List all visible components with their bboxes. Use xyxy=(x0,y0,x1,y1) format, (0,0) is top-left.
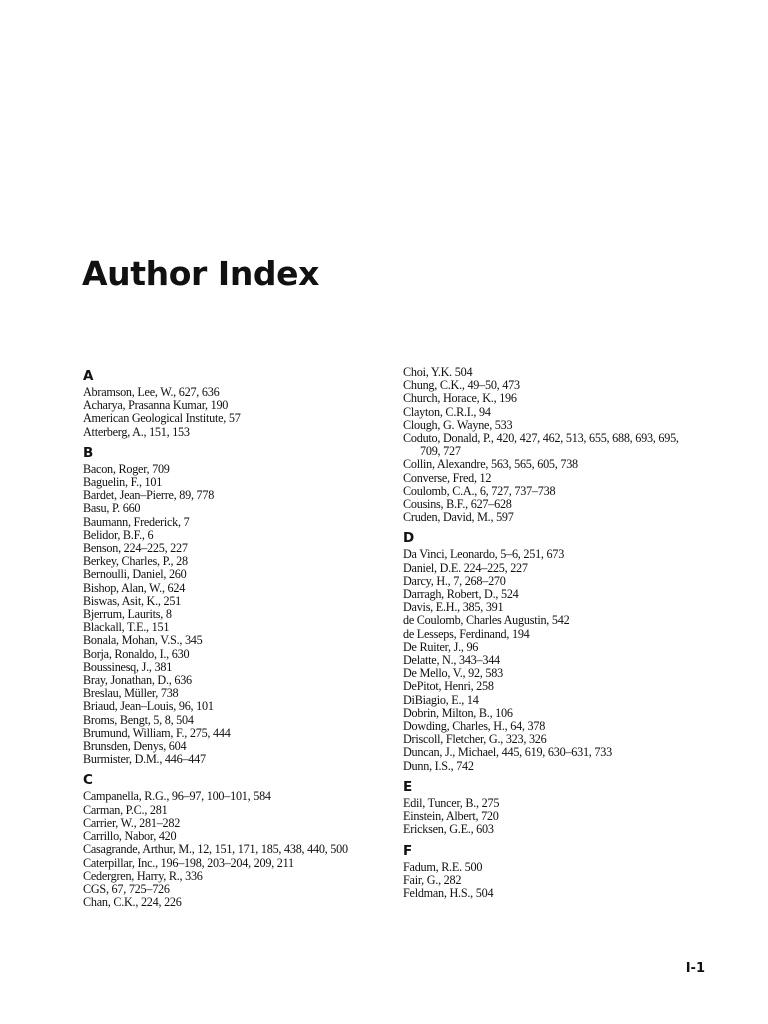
entry-list xyxy=(83,386,383,439)
entry-text: Carrier, W., 281–282 xyxy=(83,815,181,830)
entry-text: Brunsden, Denys, 604 xyxy=(83,739,187,754)
index-entry xyxy=(403,511,703,524)
entry-text: Bray, Jonathan, D., 636 xyxy=(83,673,192,688)
entry-text: Bernoulli, Daniel, 260 xyxy=(83,567,187,582)
entry-text: Davis, E.H., 385, 391 xyxy=(403,600,504,615)
entry-text: de Coulomb, Charles Augustin, 542 xyxy=(403,613,570,628)
entry-text: Chung, C.K., 49–50, 473 xyxy=(403,378,520,393)
entry-text: Chan, C.K., 224, 226 xyxy=(83,895,182,910)
entry-text: Cedergren, Harry, R., 336 xyxy=(83,868,203,883)
entry-text: Duncan, J., Michael, 445, 619, 630–631, 733 xyxy=(403,745,612,760)
entry-text: de Lesseps, Ferdinand, 194 xyxy=(403,626,530,641)
entry-list xyxy=(83,463,383,767)
entry-text: Benson, 224–225, 227 xyxy=(83,541,188,556)
section-letter: C xyxy=(83,772,93,789)
index-section xyxy=(83,770,383,909)
entry-text: Bjerrum, Laurits, 8 xyxy=(83,607,172,622)
entry-text: Driscoll, Fletcher, G., 323, 326 xyxy=(403,732,547,747)
entry-text: Bacon, Roger, 709 xyxy=(83,461,170,476)
index-section xyxy=(403,366,703,524)
page-number: I-1 xyxy=(685,961,705,976)
section-letter: A xyxy=(83,368,94,384)
entry-text: Darragh, Robert, D., 524 xyxy=(403,587,519,602)
entry-text: CGS, 67, 725–726 xyxy=(83,881,170,896)
section-letter: D xyxy=(403,530,415,547)
entry-text: Cousins, B.F., 627–628 xyxy=(403,497,512,512)
entry-text: Carman, P.C., 281 xyxy=(83,802,168,817)
entry-text: American Geological Institute, 57 xyxy=(83,411,241,426)
entry-text: Campanella, R.G., 96–97, 100–101, 584 xyxy=(83,789,271,804)
entry-text: Dunn, I.S., 742 xyxy=(403,758,474,773)
entry-text: Caterpillar, Inc., 196–198, 203–204, 209, 211 xyxy=(83,855,294,870)
entry-list xyxy=(83,790,383,909)
entry-text: Broms, Bengt, 5, 8, 504 xyxy=(83,712,194,727)
entry-text: Daniel, D.E. 224–225, 227 xyxy=(403,560,528,575)
entry-list xyxy=(403,366,703,524)
entry-text: Baguelin, F., 101 xyxy=(83,475,163,490)
entry-text: Ericksen, G.E., 603 xyxy=(403,822,494,837)
entry-text: De Mello, V., 92, 583 xyxy=(403,666,503,681)
index-column-right xyxy=(403,366,703,900)
entry-list xyxy=(403,861,703,901)
entry-text: Feldman, H.S., 504 xyxy=(403,885,494,900)
entry-text: Choi, Y.K. 504 xyxy=(403,365,473,379)
entry-text: Berkey, Charles, P., 28 xyxy=(83,554,188,569)
entry-text: Abramson, Lee, W., 627, 636 xyxy=(83,385,220,399)
section-letter: F xyxy=(403,842,413,859)
entry-text: Bardet, Jean–Pierre, 89, 778 xyxy=(83,488,215,503)
entry-text: Borja, Ronaldo, I., 630 xyxy=(83,646,190,661)
entry-text: DePitot, Henri, 258 xyxy=(403,679,494,694)
entry-text: Darcy, H., 7, 268–270 xyxy=(403,573,506,588)
entry-text: Delatte, N., 343–344 xyxy=(403,653,500,668)
section-letter: E xyxy=(403,778,413,795)
entry-text: Fadum, R.E. 500 xyxy=(403,859,483,874)
entry-text: DiBiagio, E., 14 xyxy=(403,692,479,707)
entry-text: Dobrin, Milton, B., 106 xyxy=(403,705,513,720)
entry-text: Carrillo, Nabor, 420 xyxy=(83,829,177,844)
entry-text: Boussinesq, J., 381 xyxy=(83,659,173,674)
entry-text: Burmister, D.M., 446–447 xyxy=(83,752,206,767)
index-entry xyxy=(403,432,703,458)
index-entry xyxy=(83,753,383,766)
entry-text: Breslau, Müller, 738 xyxy=(83,686,179,701)
entry-text: Acharya, Prasanna Kumar, 190 xyxy=(83,398,229,413)
entry-text: Church, Horace, K., 196 xyxy=(403,391,517,406)
entry-text: Blackall, T.E., 151 xyxy=(83,620,170,635)
index-section xyxy=(403,528,703,772)
entry-text: Cruden, David, M., 597 xyxy=(403,510,514,525)
entry-text: Einstein, Albert, 720 xyxy=(403,809,499,824)
entry-text: Coduto, Donald, P., 420, 427, 462, 513, 655, 688, 693, 695, xyxy=(403,431,679,446)
index-section xyxy=(403,841,703,901)
entry-text: Bishop, Alan, W., 624 xyxy=(83,580,186,595)
index-entry xyxy=(403,760,703,773)
index-section xyxy=(403,777,703,837)
index-entry xyxy=(403,887,703,900)
entry-text: Coulomb, C.A., 6, 727, 737–738 xyxy=(403,483,556,498)
entry-list xyxy=(403,548,703,772)
index-section xyxy=(83,443,383,767)
entry-text: De Ruiter, J., 96 xyxy=(403,639,479,654)
entry-text: Converse, Fred, 12 xyxy=(403,470,492,485)
entry-text: Dowding, Charles, H., 64, 378 xyxy=(403,719,546,734)
entry-text: Clough, G. Wayne, 533 xyxy=(403,417,513,432)
entry-continuation: 709, 727 xyxy=(420,444,461,459)
entry-text: Briaud, Jean–Louis, 96, 101 xyxy=(83,699,214,714)
entry-text: Clayton, C.R.I., 94 xyxy=(403,404,491,419)
entry-text: Edil, Tuncer, B., 275 xyxy=(403,795,500,810)
entry-text: Belidor, B.F., 6 xyxy=(83,527,154,542)
index-column-left xyxy=(83,366,383,909)
entry-text: Fair, G., 282 xyxy=(403,872,462,887)
index-entry xyxy=(83,426,383,439)
entry-text: Atterberg, A., 151, 153 xyxy=(83,424,190,439)
index-section xyxy=(83,366,383,439)
entry-text: Baumann, Frederick, 7 xyxy=(83,514,190,529)
index-entry xyxy=(83,896,383,909)
entry-text: Bonala, Mohan, V.S., 345 xyxy=(83,633,203,648)
entry-text: Brumund, William, F., 275, 444 xyxy=(83,725,231,740)
entry-text: Casagrande, Arthur, M., 12, 151, 171, 185, 438, 440, 500 xyxy=(83,842,348,857)
entry-list xyxy=(403,797,703,837)
entry-text: Collin, Alexandre, 563, 565, 605, 738 xyxy=(403,457,578,472)
section-letter: B xyxy=(83,444,94,461)
index-entry xyxy=(403,823,703,836)
entry-text: Basu, P. 660 xyxy=(83,501,141,516)
page-title: Author Index xyxy=(82,254,319,293)
entry-text: Da Vinci, Leonardo, 5–6, 251, 673 xyxy=(403,547,565,562)
entry-text: Biswas, Asit, K., 251 xyxy=(83,593,182,608)
